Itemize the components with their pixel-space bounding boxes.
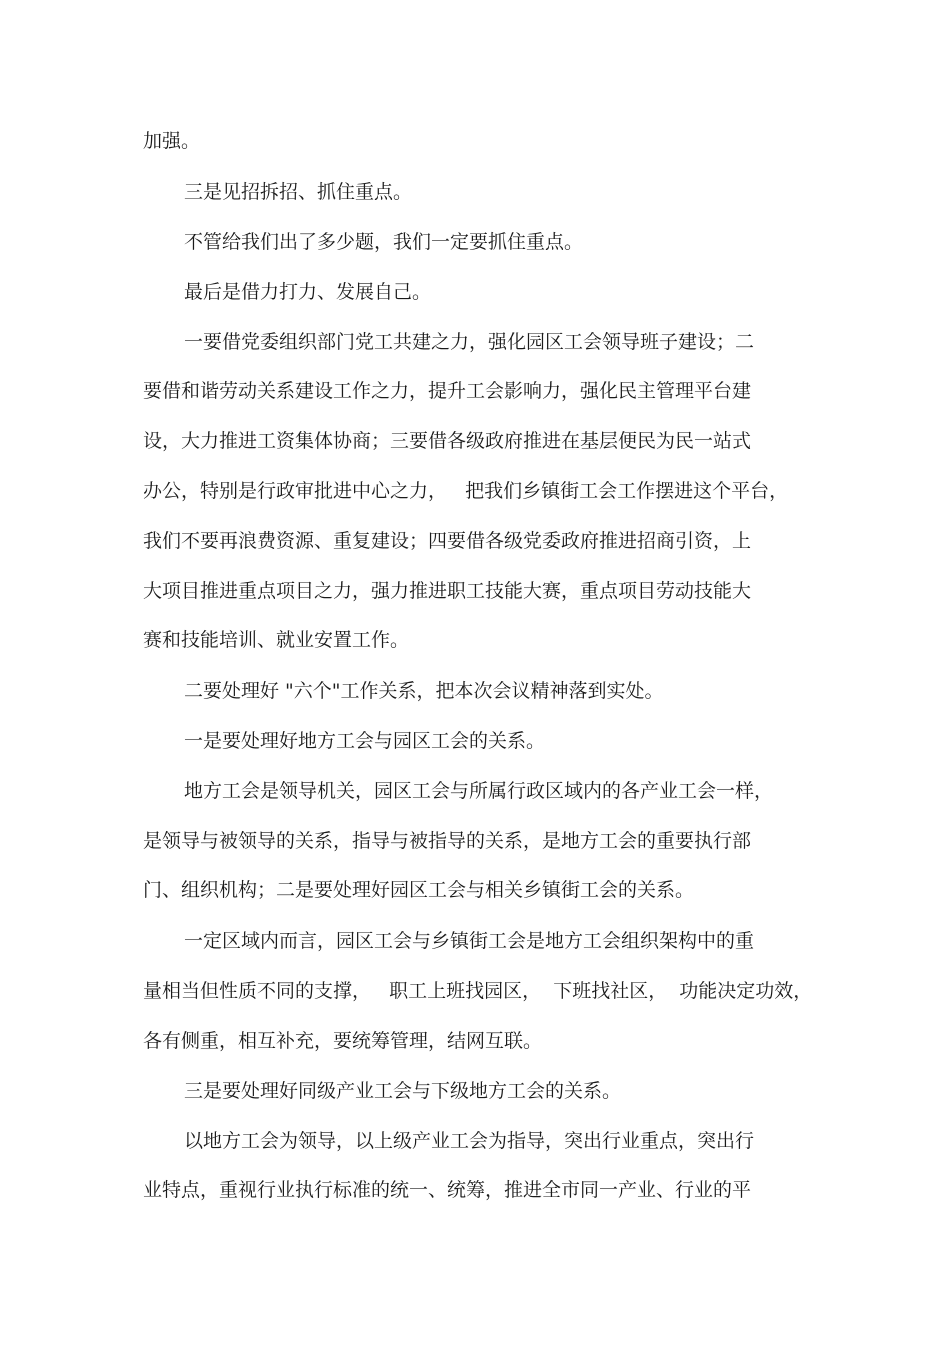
text-line: 三是要处理好同级产业工会与下级地方工会的关系。 [184, 1080, 622, 1102]
text-line: 最后是借力打力、发展自己。 [184, 281, 432, 303]
text-line: 是领导与被领导的关系，指导与被指导的关系，是地方工会的重要执行部 [143, 830, 752, 852]
text-line: 以地方工会为领导，以上级产业工会为指导，突出行业重点，突出行 [184, 1130, 755, 1152]
text-line: 三是见招拆招、抓住重点。 [184, 181, 413, 203]
text-line: 地方工会是领导机关，园区工会与所属行政区域内的各产业工会一样， [184, 780, 774, 802]
text-line: 我们不要再浪费资源、重复建设；四要借各级党委政府推进招商引资，上 [143, 530, 752, 552]
text-line: 要借和谐劳动关系建设工作之力，提升工会影响力，强化民主管理平台建 [143, 380, 752, 402]
text-line: 不管给我们出了多少题，我们一定要抓住重点。 [184, 231, 584, 253]
text-line: 门、组织机构；二是要处理好园区工会与相关乡镇街工会的关系。 [143, 879, 695, 901]
text-line: 赛和技能培训、就业安置工作。 [143, 629, 410, 651]
text-line: 各有侧重，相互补充，要统筹管理，结网互联。 [143, 1030, 543, 1052]
text-line: 业特点，重视行业执行标准的统一、统筹，推进全市同一产业、行业的平 [143, 1179, 752, 1201]
text-line: 设，大力推进工资集体协商；三要借各级政府推进在基层便民为民一站式 [143, 430, 752, 452]
text-line: 一要借党委组织部门党工共建之力，强化园区工会领导班子建设；二 [184, 331, 755, 353]
text-line: 一定区域内而言，园区工会与乡镇街工会是地方工会组织架构中的重 [184, 930, 755, 952]
text-line: 量相当但性质不同的支撑， 职工上班找园区， 下班找社区， 功能决定功效， [143, 980, 813, 1002]
text-line: 大项目推进重点项目之力，强力推进职工技能大赛，重点项目劳动技能大 [143, 580, 752, 602]
text-line: 一是要处理好地方工会与园区工会的关系。 [184, 730, 546, 752]
text-line: 二要处理好 "六个"工作关系，把本次会议精神落到实处。 [184, 680, 664, 702]
text-line: 加强。 [143, 130, 201, 152]
text-line: 办公，特别是行政审批进中心之力， 把我们乡镇街工会工作摆进这个平台， [143, 480, 789, 502]
